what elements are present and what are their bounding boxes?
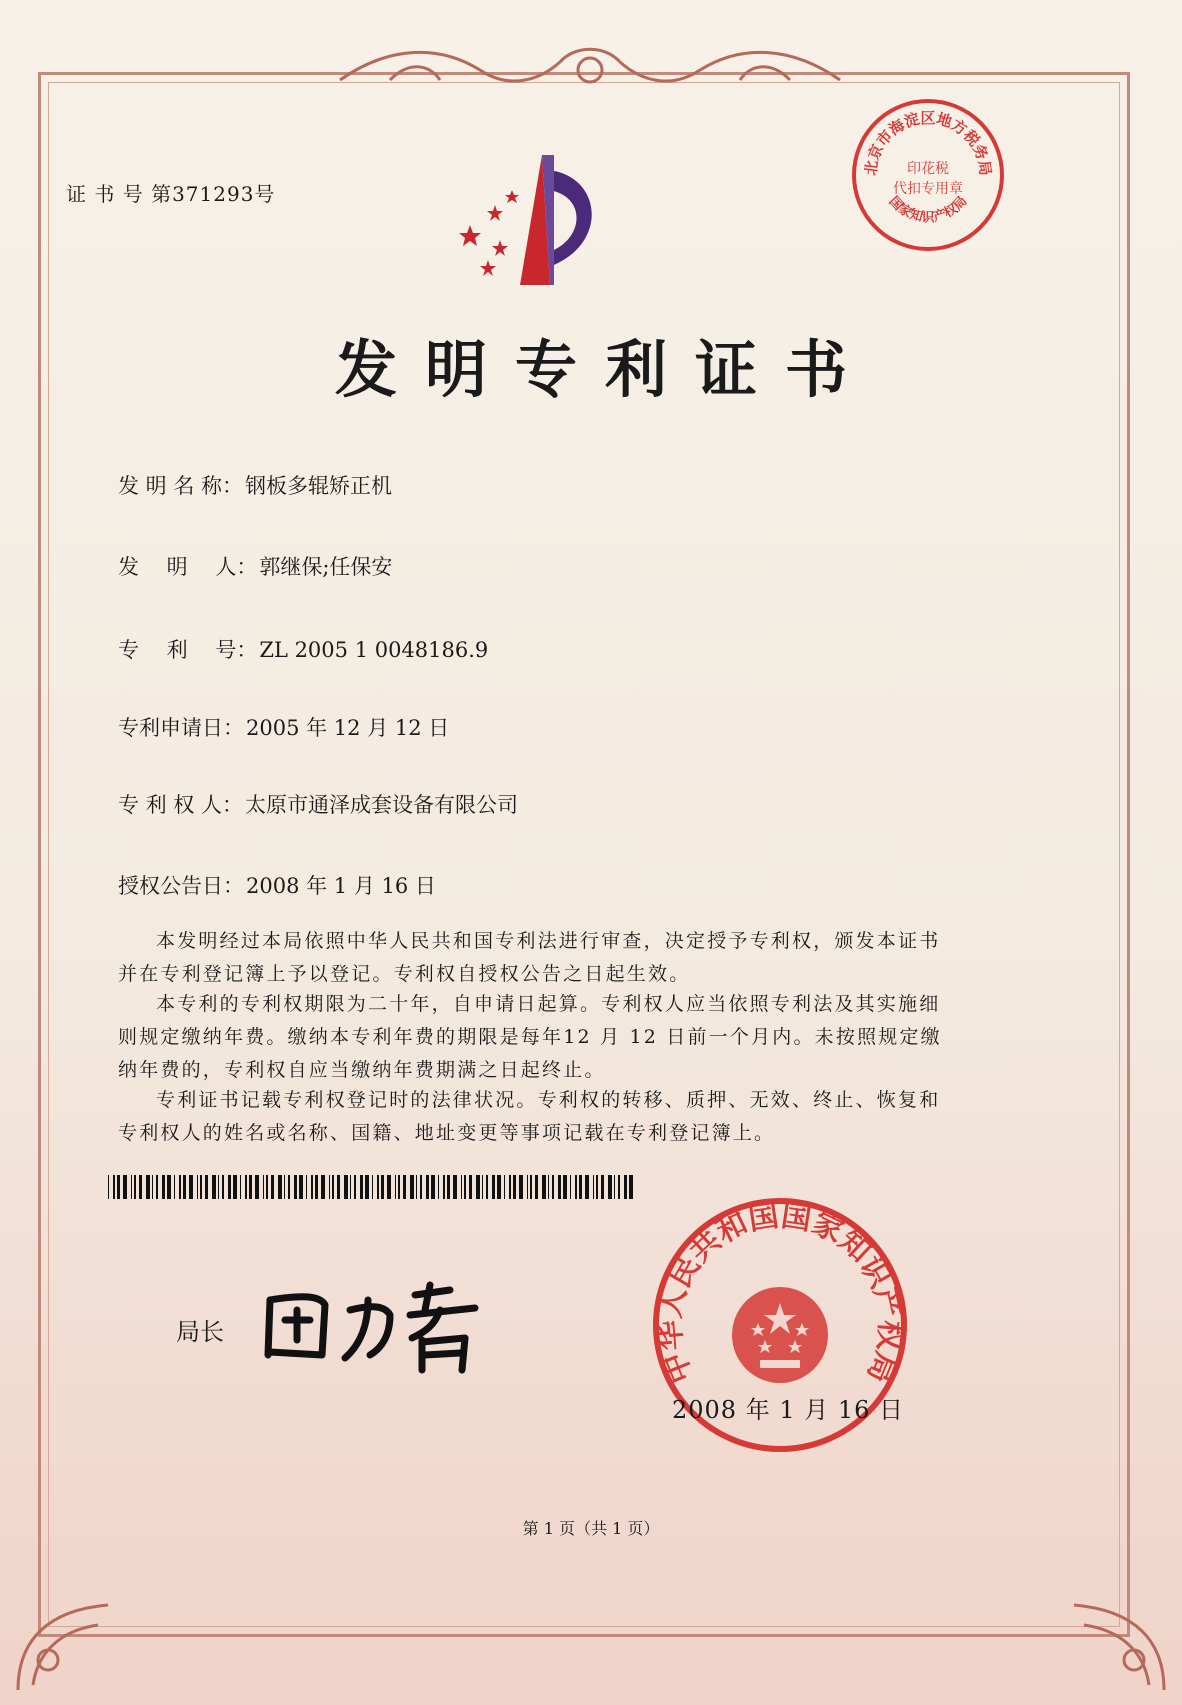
director-signature — [250, 1270, 500, 1380]
barcode-bar — [608, 1175, 612, 1199]
certificate-number: 证 书 号 第371293号 — [66, 182, 276, 206]
barcode-bar — [438, 1175, 439, 1199]
paragraph-legal-status: 专利证书记载专利权登记时的法律状况。专利权的转移、质押、无效、终止、恢复和专利权人的姓名或名称、国籍、地址变更等事项记载在专利登记簿上。 — [118, 1089, 941, 1144]
barcode-bar — [469, 1175, 472, 1199]
tax-seal-inner-text-1: 印花税 — [907, 161, 949, 177]
barcode-bar — [542, 1175, 546, 1199]
tax-seal-outer-text: 北京市海淀区地方税务局 — [861, 109, 995, 177]
barcode-bar — [403, 1175, 406, 1199]
field-patentee — [118, 789, 518, 819]
barcode-bar — [596, 1175, 598, 1199]
corner-ornament-left — [8, 1590, 118, 1700]
barcode-bar — [263, 1175, 264, 1199]
barcode-bar — [527, 1175, 528, 1199]
barcode-bar — [205, 1175, 208, 1199]
barcode-bar — [461, 1175, 462, 1199]
barcode-bar — [108, 1175, 109, 1199]
barcode-bar — [552, 1175, 554, 1199]
barcode-bar — [504, 1175, 505, 1199]
barcode-bar — [245, 1175, 247, 1199]
barcode-bar — [218, 1175, 219, 1199]
barcode-bar — [266, 1175, 268, 1199]
barcode-bar — [152, 1175, 153, 1199]
barcode-bar — [162, 1175, 165, 1199]
barcode-bar — [288, 1175, 290, 1199]
barcode-bar — [344, 1175, 348, 1199]
barcode-bar — [443, 1175, 445, 1199]
field-value: 钢板多辊矫正机 — [245, 474, 393, 498]
field-application-date — [118, 712, 449, 742]
barcode-bar — [420, 1175, 422, 1199]
barcode-bar — [156, 1175, 158, 1199]
barcode-bar — [332, 1175, 334, 1199]
ip-office-seal-text: 中华人民共和国国家知识产权局 — [652, 1198, 908, 1388]
barcode-bar — [431, 1175, 435, 1199]
barcode-bar — [329, 1175, 330, 1199]
corner-ornament-right — [1064, 1590, 1174, 1700]
barcode-bar — [139, 1175, 142, 1199]
barcode-bar — [618, 1175, 620, 1199]
barcode-bar — [372, 1175, 373, 1199]
field-value: ZL 2005 1 0048186.9 — [259, 638, 489, 662]
svg-text:国家知识产权局 — [886, 193, 971, 225]
barcode-bar — [548, 1175, 549, 1199]
field-label: 专 利 号： — [118, 638, 258, 662]
barcode-bar — [492, 1175, 495, 1199]
paragraph-term: 本专利的专利权期限为二十年，自申请日起算。专利权人应当依照专利法及其实施细则规定缴纳年费。缴纳本专利年费的期限是每年12 月 12 日前一个月内。未按照规定缴纳年费的，专利权自应当缴纳年费期满之日起终止。 — [118, 993, 942, 1081]
barcode-bar — [365, 1175, 369, 1199]
barcode-bar — [131, 1175, 132, 1199]
barcode-bar — [146, 1175, 150, 1199]
field-patent-number — [118, 634, 488, 664]
barcode-bar — [614, 1175, 615, 1199]
field-value: 2008 年 1 月 16 日 — [246, 874, 436, 898]
barcode-bar — [284, 1175, 285, 1199]
barcode-bar — [189, 1175, 193, 1199]
field-inventor — [118, 551, 392, 581]
barcode-bar — [601, 1175, 604, 1199]
tax-seal-stamp — [848, 95, 1008, 255]
barcode-bar — [197, 1175, 198, 1199]
barcode-bar — [410, 1175, 414, 1199]
barcode-bar — [447, 1175, 450, 1199]
barcode-bar — [476, 1175, 480, 1199]
barcode-bar — [240, 1175, 241, 1199]
barcode-bar — [464, 1175, 466, 1199]
barcode-bar — [585, 1175, 589, 1199]
barcode-bar — [381, 1175, 384, 1199]
barcode-bar — [294, 1175, 297, 1199]
barcode-bar — [271, 1175, 274, 1199]
barcode-bar — [377, 1175, 379, 1199]
barcode-bar — [398, 1175, 400, 1199]
director-title: 局长 — [176, 1318, 224, 1346]
barcode-bar — [306, 1175, 307, 1199]
paragraph-grant: 本发明经过本局依照中华人民共和国专利法进行审查，决定授予专利权，颁发本证书并在专利登记簿上予以登记。专利权自授权公告之日起生效。 — [118, 930, 941, 985]
barcode-bar — [387, 1175, 391, 1199]
barcode-bar — [255, 1175, 259, 1199]
barcode-bar — [416, 1175, 417, 1199]
field-label: 专利申请日： — [118, 716, 244, 740]
barcode-bar — [530, 1175, 532, 1199]
barcode-bar — [278, 1175, 282, 1199]
field-value: 郭继保;任保安 — [259, 555, 393, 579]
barcode-bar — [629, 1175, 633, 1199]
barcode-bar — [558, 1175, 561, 1199]
barcode-bar — [579, 1175, 582, 1199]
barcode-bar — [200, 1175, 202, 1199]
tax-seal-inner-text-2: 代扣专用章 — [893, 181, 963, 197]
barcode-bar — [174, 1175, 175, 1199]
field-label: 发 明 人： — [118, 555, 258, 579]
field-value: 太原市通泽成套设备有限公司 — [245, 793, 519, 817]
barcode-bar — [183, 1175, 186, 1199]
barcode-bar — [482, 1175, 483, 1199]
barcode-bar — [315, 1175, 318, 1199]
patent-office-logo-icon — [450, 150, 630, 295]
top-ornament — [330, 40, 850, 100]
barcode-bar — [593, 1175, 594, 1199]
field-label: 专 利 权 人： — [118, 793, 244, 817]
barcode-bar — [570, 1175, 571, 1199]
barcode-bar — [509, 1175, 511, 1199]
barcode-bar — [179, 1175, 181, 1199]
inner-border — [48, 82, 1120, 1627]
barcode-bar — [350, 1175, 351, 1199]
barcode-bar — [354, 1175, 356, 1199]
issue-date: 2008 年 1 月 16 日 — [672, 1396, 905, 1424]
tax-seal-bottom-text: 国家知识产权局 — [885, 193, 971, 226]
barcode-bar — [337, 1175, 340, 1199]
barcode-bar — [624, 1175, 627, 1199]
field-label: 授权公告日： — [118, 874, 244, 898]
barcode-bar — [426, 1175, 429, 1199]
barcode-bar — [535, 1175, 538, 1199]
field-grant-date — [118, 870, 436, 900]
barcode-bar — [212, 1175, 216, 1199]
barcode-bar — [117, 1175, 120, 1199]
barcode-bar — [311, 1175, 313, 1199]
barcode-bar — [395, 1175, 396, 1199]
barcode-bar — [249, 1175, 252, 1199]
barcode-bar — [222, 1175, 224, 1199]
field-value: 2005 年 12 月 12 日 — [246, 716, 450, 740]
barcode-bar — [233, 1175, 237, 1199]
page-number: 第 1 页（共 1 页） — [522, 1519, 660, 1538]
barcode-bar — [497, 1175, 501, 1199]
barcode-bar — [360, 1175, 363, 1199]
barcode-bar — [519, 1175, 523, 1199]
barcode-bar — [123, 1175, 127, 1199]
barcode-bar — [299, 1175, 303, 1199]
field-label: 发 明 名 称： — [118, 474, 244, 498]
barcode-bar — [486, 1175, 488, 1199]
certificate-title: 发明专利证书 — [334, 333, 875, 406]
barcode-bar — [228, 1175, 231, 1199]
barcode-bar — [321, 1175, 325, 1199]
barcode-bar — [575, 1175, 577, 1199]
field-invention-name — [118, 470, 392, 500]
barcode-bar — [113, 1175, 115, 1199]
barcode-bar — [453, 1175, 457, 1199]
barcode-bar — [167, 1175, 171, 1199]
barcode — [108, 1175, 638, 1199]
barcode-bar — [513, 1175, 516, 1199]
barcode-bar — [563, 1175, 567, 1199]
barcode-bar — [134, 1175, 136, 1199]
